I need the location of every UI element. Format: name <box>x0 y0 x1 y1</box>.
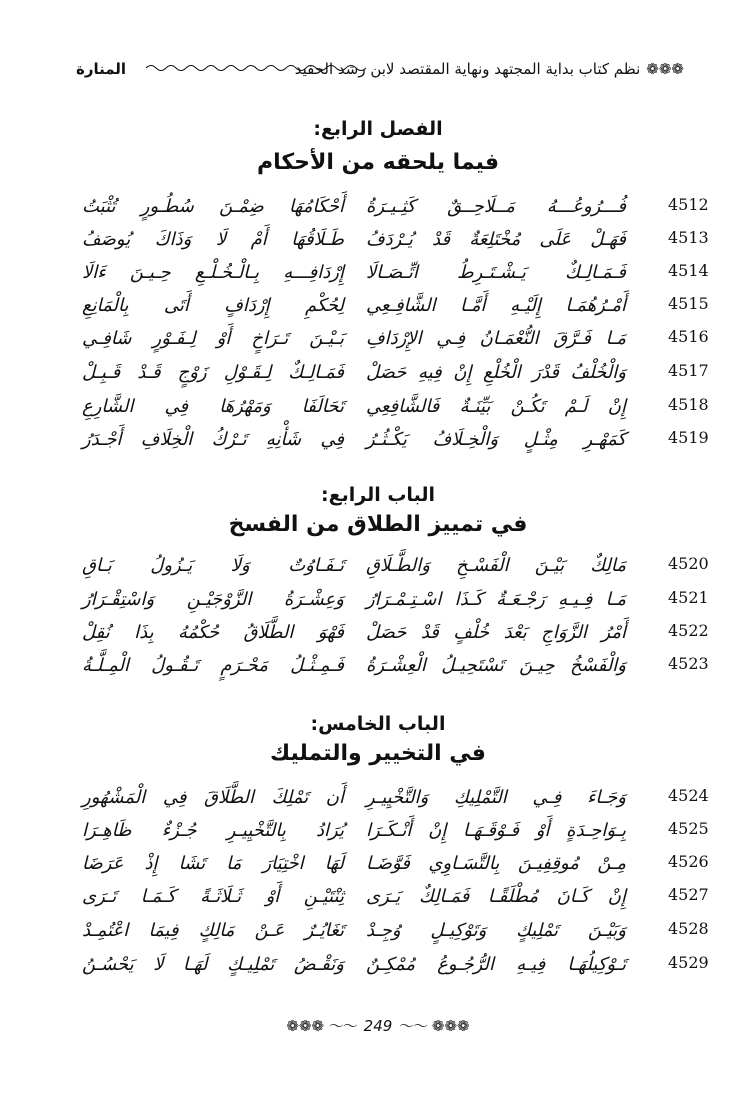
verse-second-hemistich: أَن تَمْلِكَ الطَّلَاقَ فِي الْمَشْهُورِ <box>82 787 344 808</box>
verse-row <box>72 552 709 582</box>
verse-first-hemistich: مِـنْ مُوقِفِيـنَ بِالتَّسَـاوِي فَوَّضَـا <box>366 853 626 874</box>
verse-first-hemistich: أَمْـرُهُمَـا إِلَيْـهِ أَمَّـا الشَّافِـعِي <box>366 295 626 316</box>
verse-row <box>72 259 709 289</box>
verse-first-hemistich: وَبَيْـنَ تَمْلِيكٍ وَتَوْكِيـلٍ وُجِـدْ <box>366 920 626 941</box>
verse-second-hemistich: تَـفَـاوُتٌ وَلَا يَـزُولُ بَـاقِ <box>82 555 344 576</box>
verse-number: 4522 <box>668 621 709 640</box>
verse-row <box>72 359 709 389</box>
verse-row <box>72 226 709 256</box>
verse-number: 4525 <box>668 819 709 838</box>
verse-first-hemistich: فُـــرُوعُـــهُ مَــلَاحِــقٌ كَثِـيـرَةُ <box>366 196 626 217</box>
verse-second-hemistich: وَنَقْـضُ تَمْلِيـكٍ لَهَـا لَا يَحْسُـنُ <box>82 954 344 975</box>
verse-second-hemistich: بَـيْـنَ تَـرَاخٍ أَوْ لِـفَـوْرٍ شَافِـي <box>82 328 344 349</box>
verse-number: 4513 <box>668 228 709 247</box>
verse-row <box>72 850 709 880</box>
section-title: الفصل الرابع: <box>313 118 443 140</box>
verse-number: 4523 <box>668 654 709 673</box>
verse-first-hemistich: مَالِكٌ بَيْـنَ الْفَسْـخِ وَالطَّـلَاقِ <box>366 555 626 576</box>
verse-second-hemistich: ثِنْتَيْـنِ أَوْ ثَـلَاثَـةً كَـمَـا تَـرَى <box>82 886 344 907</box>
verse-number: 4517 <box>668 361 709 380</box>
verse-row <box>72 292 709 322</box>
verse-number: 4524 <box>668 786 709 805</box>
verse-first-hemistich: وَالْفَسْخُ حِيـنَ تَسْتَحِيـلُ الْعِشْـرَةُ <box>366 655 626 676</box>
verse-first-hemistich: أَمْرُ الزَّوَاجِ بَعْدَ خُلْفٍ قَدْ حَصَلْ <box>366 622 626 643</box>
verse-number: 4515 <box>668 294 709 313</box>
verse-number: 4519 <box>668 428 709 447</box>
book-title: نظم كتاب بداية المجتهد ونهاية المقتصد لابن رشد الحفيد <box>294 60 641 78</box>
section-subtitle: في التخيير والتمليك <box>270 741 486 766</box>
verse-first-hemistich: إِنْ كَـانَ مُطْلَقًـا فَمَـالِكٌ يَـرَى <box>366 886 626 907</box>
verse-first-hemistich: مَـا فَـرَّقَ النُّعْمَـانُ فِـي الإِرْدَافِ <box>366 328 626 349</box>
verse-first-hemistich: إِنْ لَـمْ تَكُـنْ بَيِّنَـةٌ فَالشَّافِعِي <box>366 396 626 417</box>
verse-second-hemistich: فِي شَأْنِهِ تَـرْكُ الْخِلَافِ أَجْـدَرُ <box>82 429 344 450</box>
verse-number: 4512 <box>668 195 709 214</box>
verse-number: 4521 <box>668 588 709 607</box>
verse-number: 4514 <box>668 261 709 280</box>
verse-second-hemistich: فَمَـالِـكٌ لِـقَـوْلِ زَوْجٍ قَـدْ قَـبِـلْ <box>82 362 344 383</box>
section-title: الباب الخامس: <box>310 713 446 735</box>
verse-row <box>72 817 709 847</box>
verse-row <box>72 193 709 223</box>
verse-first-hemistich: كَمَهْـرِ مِثْـلٍ وَالْخِـلَافُ يَكْـثُـرُ <box>366 429 626 450</box>
section-title: الباب الرابع: <box>321 484 435 506</box>
verse-first-hemistich: فَـمَـالِـكٌ يَـشْـتَـرِطُ اتِّـصَـالَا <box>366 262 626 283</box>
verse-first-hemistich: فَهَـلْ عَلَى مُخْتَلِعَةٌ قَدْ يُـرْدَفُ <box>366 229 626 250</box>
verse-second-hemistich: فَهْوَ الطَّلَاقُ حُكْمُهُ بِذَا نُقِلْ <box>82 622 344 643</box>
verse-row <box>72 393 709 423</box>
verse-number: 4526 <box>668 852 709 871</box>
verse-second-hemistich: تَحَالَفَا وَمَهْرُهَا فِي الشَّارِعِ <box>82 396 344 417</box>
verse-first-hemistich: وَالْخُلْفُ قَدْرَ الْخُلْعِ إِنْ فِيهِ حَصَلْ <box>366 362 626 383</box>
verse-second-hemistich: وَعِشْـرَةُ الزَّوْجَيْـنِ وَاسْتِقْـرَارُ <box>82 589 344 610</box>
verse-number: 4527 <box>668 885 709 904</box>
footer-ornament-left: ❁❁❁ <box>286 1017 325 1035</box>
verse-first-hemistich: تَـوْكِيلُهَـا فِيـهِ الرُّجُـوعُ مُمْكِـنٌ <box>366 954 626 975</box>
verse-row <box>72 325 709 355</box>
verse-number: 4529 <box>668 953 709 972</box>
verse-number: 4516 <box>668 327 709 346</box>
section-subtitle: فيما يلحقه من الأحكام <box>256 150 500 175</box>
verse-row <box>72 652 709 682</box>
verse-row <box>72 951 709 981</box>
verse-row <box>72 426 709 456</box>
footer-dash-left: 〜〜 <box>328 1017 357 1035</box>
verse-second-hemistich: لِحُكْمِ إِرْدَافٍ أَتَى بِالْمَانِعِ <box>82 295 344 316</box>
verse-second-hemistich: إِرْدَافِـــهِ بِـالْـخُـلْـعِ حِـيـنَ ءَالَا <box>82 262 344 283</box>
verse-second-hemistich: طَـلَاقُهَا أَمْ لَا وَذَاكَ يُوصَفُ <box>82 229 344 250</box>
verse-row <box>72 619 709 649</box>
header-wavy-rule <box>146 63 366 73</box>
page-footer <box>72 1015 684 1039</box>
verse-row <box>72 883 709 913</box>
footer-dash-right: 〜〜 <box>399 1017 428 1035</box>
verse-second-hemistich: فَـمِـثْـلُ مَحْـرَمٍ تَـقُـولُ الْمِـلَّـةُ <box>82 655 344 676</box>
verse-number: 4528 <box>668 919 709 938</box>
series-name: المنارة <box>76 60 127 78</box>
verse-second-hemistich: تَغَايُـرٌ عَـنْ مَالِكٍ فِيمَا اعْتُمِـدْ <box>82 920 344 941</box>
header-ornament: ❁❁❁ <box>646 60 684 78</box>
verse-first-hemistich: بِـوَاحِـدَةٍ أَوْ فَـوْقَـهَـا إِنْ أَنْـكَـرَا <box>366 820 626 841</box>
verse-row <box>72 586 709 616</box>
verse-first-hemistich: مَـا فِـيـهِ رَجْـعَـةٌ كَـذَا اسْـتِـمْـرَارُ <box>366 589 626 610</box>
verse-number: 4520 <box>668 554 709 573</box>
footer-ornament-right: ❁❁❁ <box>431 1017 470 1035</box>
verse-second-hemistich: أَحْكَامُهَا ضِمْـنَ سُطُـورٍ تُثْبَتُ <box>82 196 344 217</box>
page-header <box>72 52 684 86</box>
verse-row <box>72 917 709 947</box>
verse-second-hemistich: لَهَا اخْتِيَارَ مَا تَشَا إِذْ عَرَضَا <box>82 853 344 874</box>
page-number: 249 <box>363 1017 393 1035</box>
section-subtitle: في تمييز الطلاق من الفسخ <box>228 512 528 537</box>
verse-second-hemistich: يُرَادُ بِالتَّخْيِيـرِ جُـزْءٌ ظَاهِـرَا <box>82 820 344 841</box>
verse-row <box>72 784 709 814</box>
verse-first-hemistich: وَجَـاءَ فِـي التَّمْلِيكِ وَالتَّخْيِيـرِ <box>366 787 626 808</box>
verse-number: 4518 <box>668 395 709 414</box>
